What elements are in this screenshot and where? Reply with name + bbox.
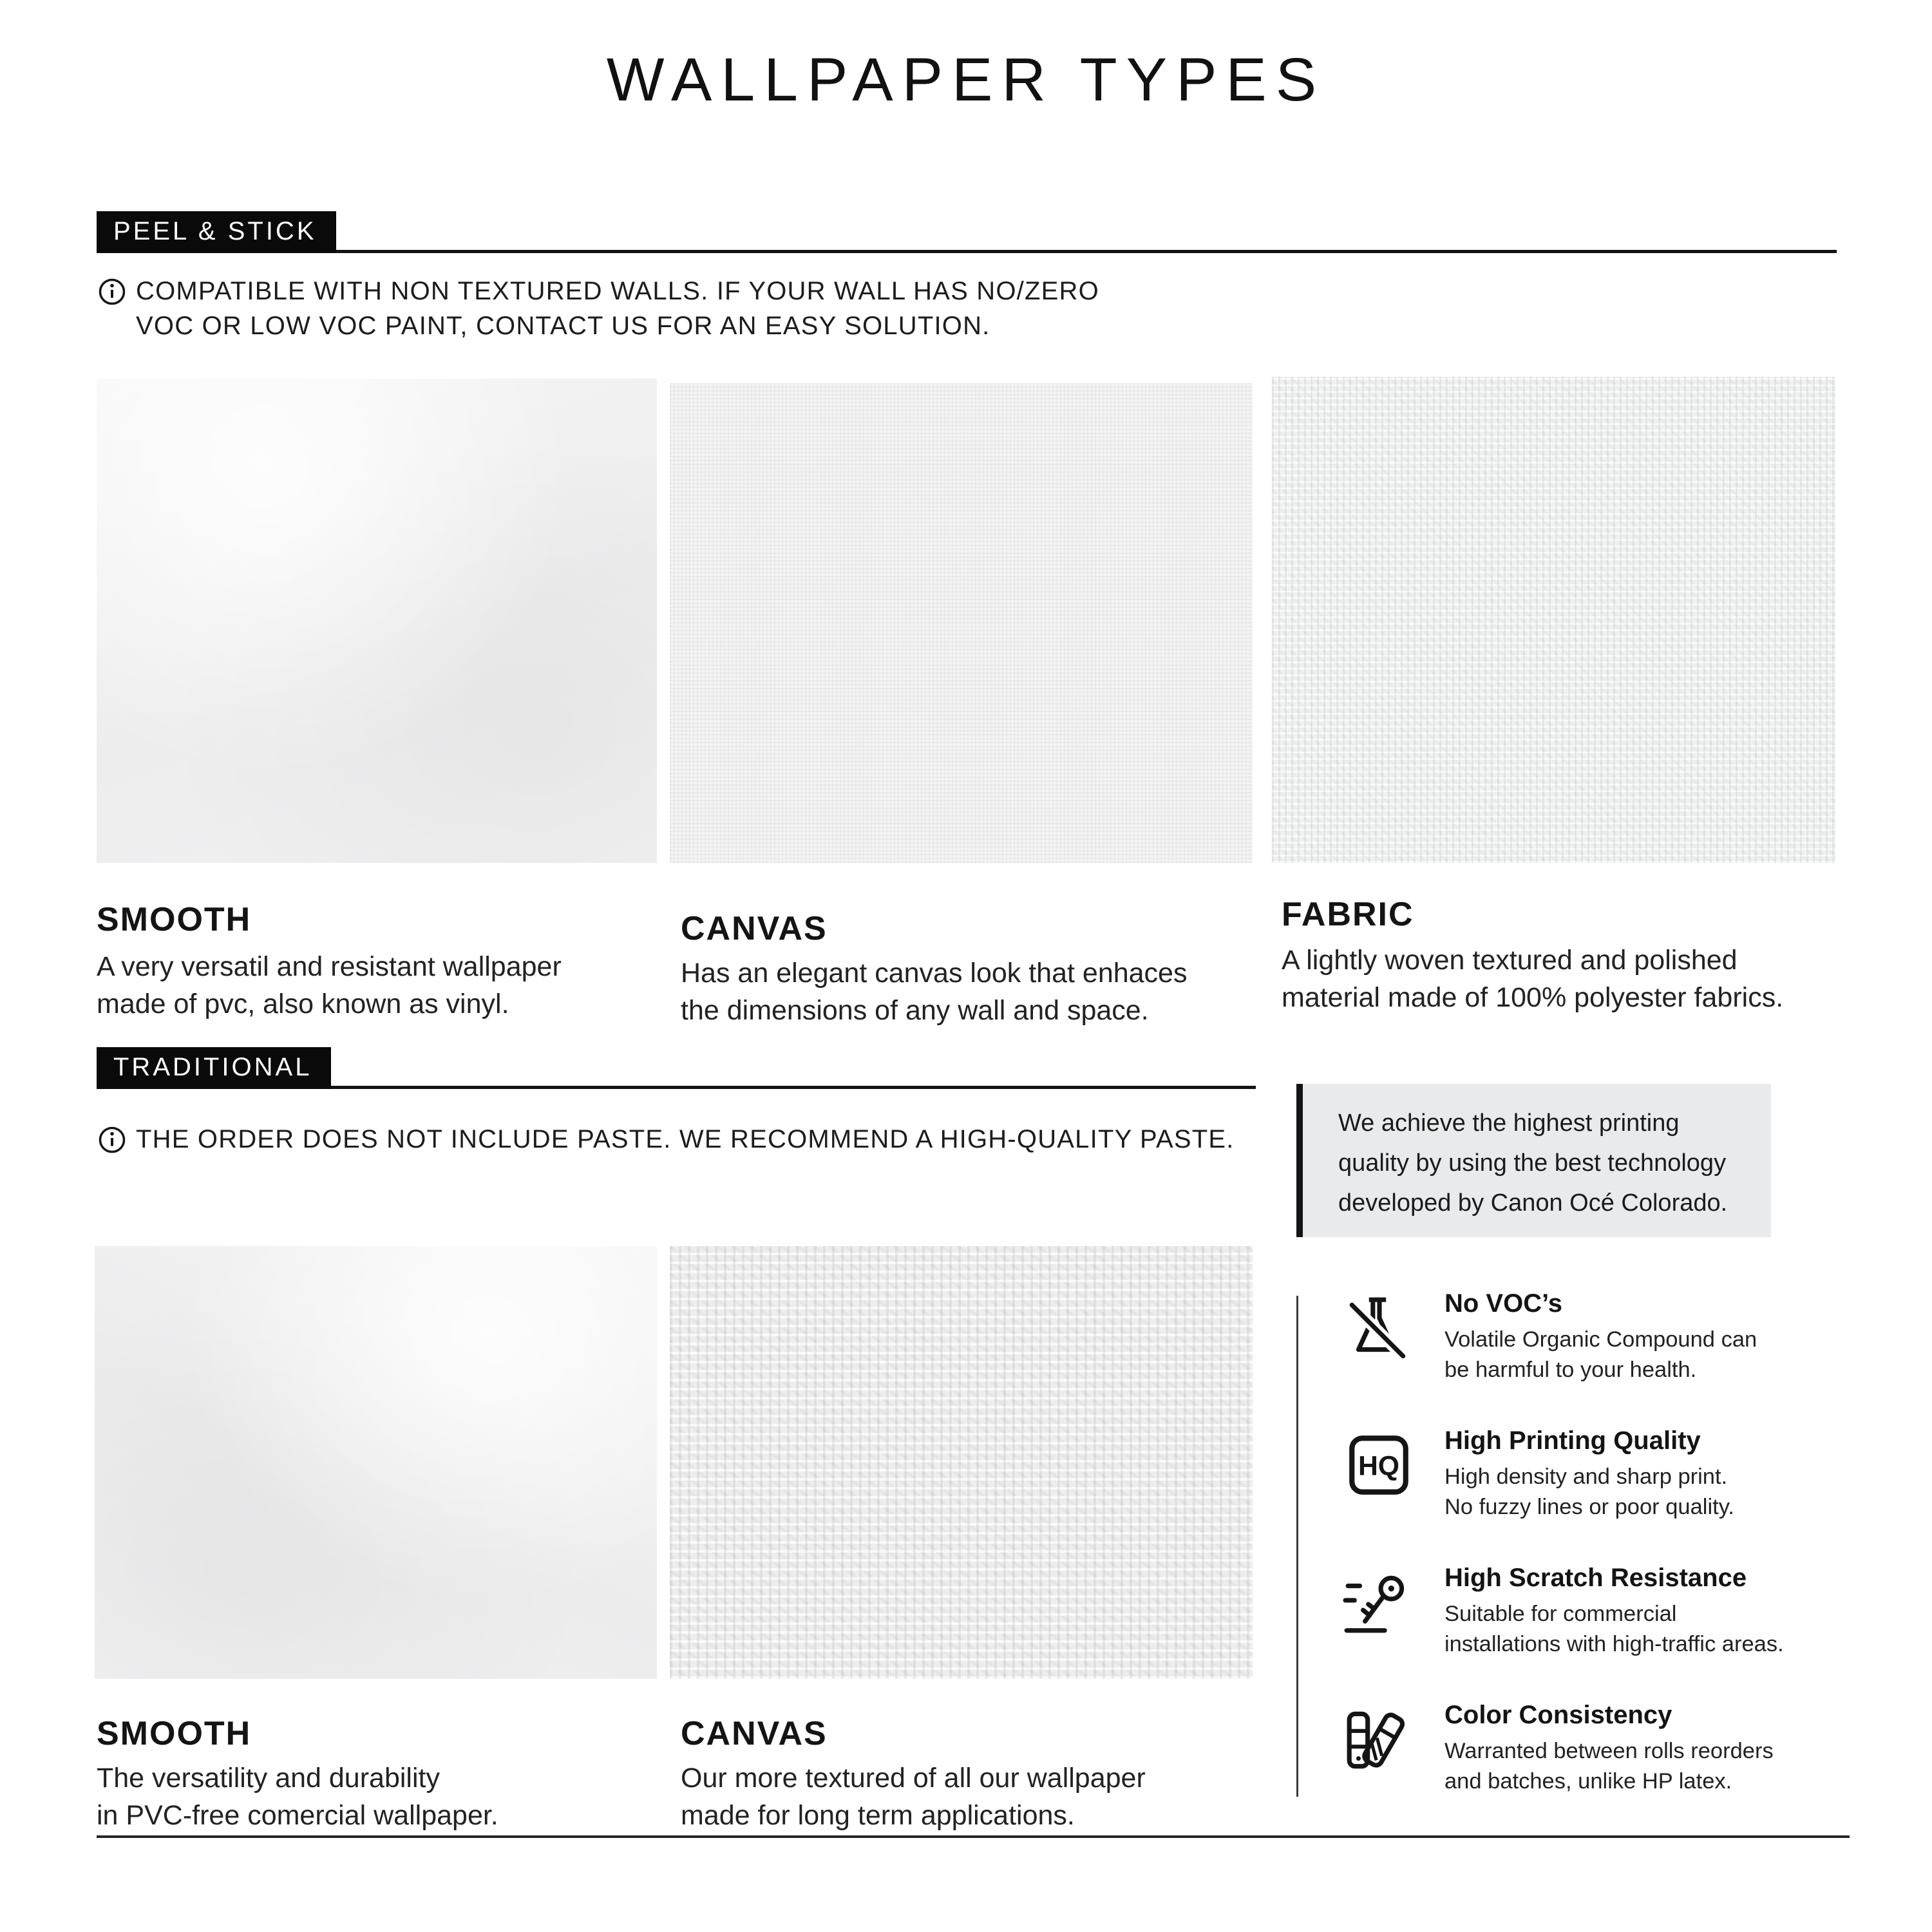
type-desc-smooth-traditional: The versatility and durability in PVC-free comercial wallpaper. (97, 1763, 498, 1831)
feature-title: Color Consistency (1444, 1701, 1672, 1729)
feature-desc: Warranted between rolls reorders and batches, unlike HP latex. (1444, 1739, 1774, 1794)
swatch-traditional-smooth (95, 1246, 657, 1679)
traditional-section-header (97, 1047, 1256, 1089)
hq-badge-icon (1343, 1429, 1415, 1501)
type-name-smooth-traditional: SMOOTH (97, 1715, 252, 1752)
features-divider (1296, 1296, 1298, 1797)
traditional-note (98, 1122, 1235, 1157)
feature-title: No VOC’s (1444, 1289, 1562, 1318)
feature-desc: Suitable for commercial installations with high-traffic areas. (1444, 1602, 1784, 1656)
peel-stick-rule (336, 250, 1837, 253)
feature-desc: Volatile Organic Compound can be harmful to your health. (1444, 1327, 1757, 1382)
feature-title: High Scratch Resistance (1444, 1564, 1747, 1592)
key-scratch-icon (1343, 1566, 1415, 1638)
type-name-smooth: SMOOTH (97, 901, 252, 938)
type-desc-fabric: A lightly woven textured and polished material made of 100% polyester fabrics. (1282, 945, 1784, 1013)
info-icon (98, 1126, 126, 1154)
note-line: VOC OR LOW VOC PAINT, CONTACT US FOR AN EASY SOLUTION. (136, 312, 990, 340)
printing-quality-callout: We achieve the highest printing quality by using the best technology developed by Canon Océ Colorado. (1296, 1084, 1771, 1237)
type-name-canvas: CANVAS (681, 910, 828, 947)
traditional-label: TRADITIONAL (97, 1047, 331, 1089)
type-name-canvas-traditional: CANVAS (681, 1715, 828, 1752)
svg-text:HQ: HQ (1358, 1450, 1400, 1482)
no-voc-flask-icon (1343, 1292, 1415, 1364)
note-line: THE ORDER DOES NOT INCLUDE PASTE. WE RECOMMEND A HIGH-QUALITY PASTE. (136, 1125, 1235, 1153)
peel-stick-label: PEEL & STICK (97, 211, 336, 253)
feature-high-printing-quality (1343, 1426, 1852, 1522)
type-name-fabric: FABRIC (1282, 896, 1414, 933)
features-list (1343, 1289, 1852, 1838)
feature-no-voc (1343, 1289, 1852, 1385)
feature-color-consistency (1343, 1701, 1852, 1797)
type-desc-canvas-traditional: Our more textured of all our wallpaper made for long term applications. (681, 1763, 1146, 1831)
feature-scratch-resistance (1343, 1564, 1852, 1660)
swatch-traditional-canvas (670, 1246, 1253, 1679)
feature-desc: High density and sharp print. No fuzzy lines or poor quality. (1444, 1464, 1734, 1519)
swatch-peel-canvas (670, 383, 1253, 863)
peel-stick-note (98, 274, 1099, 343)
color-swatches-icon (1343, 1703, 1415, 1776)
type-desc-smooth: A very versatil and resistant wallpaper made of pvc, also known as vinyl. (97, 951, 562, 1019)
swatch-peel-smooth (97, 379, 657, 863)
traditional-rule (331, 1086, 1256, 1089)
type-desc-canvas: Has an elegant canvas look that enhaces the dimensions of any wall and space. (681, 958, 1188, 1026)
bottom-rule (97, 1835, 1850, 1838)
note-line: COMPATIBLE WITH NON TEXTURED WALLS. IF YOUR WALL HAS NO/ZERO (136, 277, 1099, 305)
feature-title: High Printing Quality (1444, 1426, 1701, 1455)
page-title: WALLPAPER TYPES (606, 46, 1326, 114)
peel-stick-section-header (97, 211, 1837, 253)
swatch-peel-fabric (1272, 377, 1835, 863)
info-icon (98, 278, 126, 306)
